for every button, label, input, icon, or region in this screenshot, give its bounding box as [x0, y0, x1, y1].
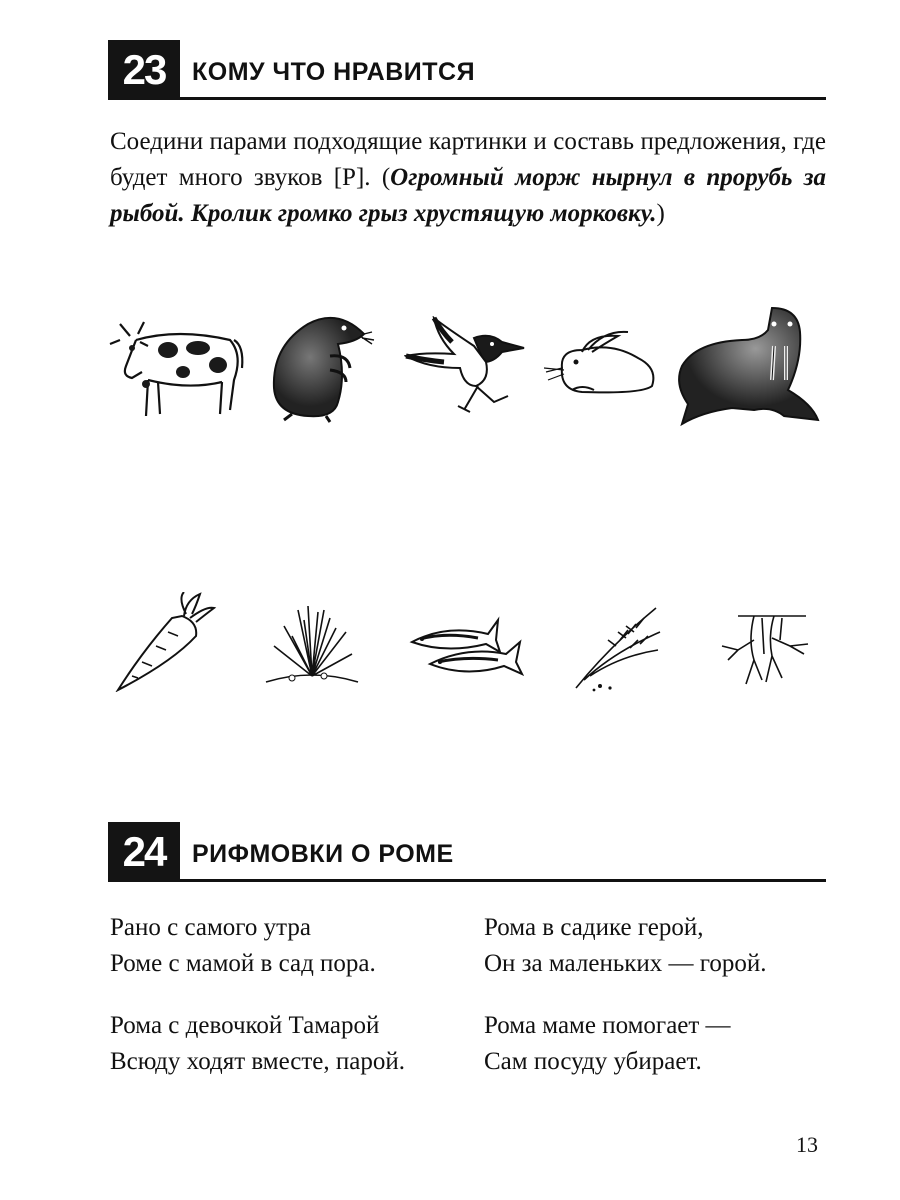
task-number-badge: 23: [108, 40, 180, 100]
poem-stanza: [484, 910, 767, 982]
poem-line: Рома маме помогает —: [484, 1012, 731, 1039]
cow-picture: [108, 310, 248, 425]
poem-line: Всюду ходят вместе, парой.: [110, 1048, 406, 1075]
section-title: РИФМОВКИ О РОМЕ: [192, 840, 454, 868]
poem-stanza: [484, 1008, 731, 1080]
rabbit-picture: [542, 328, 660, 398]
task-number-badge: 24: [108, 822, 180, 882]
poem-line: Он за маленьких — горой.: [484, 950, 767, 977]
wheat-picture: [570, 606, 662, 692]
poem-line: Рома в садике герой,: [484, 914, 704, 941]
walrus-picture: [672, 300, 820, 428]
fish-picture: [406, 612, 524, 684]
instruction-text: Соедини парами подходящие картинки и составь предложения, где будет много звуков [Р]. (: [110, 128, 826, 191]
header-rule: [180, 879, 826, 882]
section-23-header: [108, 40, 826, 100]
page-number: 13: [796, 1132, 818, 1157]
poem-line: Рано с самого утра: [110, 914, 312, 941]
magpie-picture: [404, 316, 529, 416]
carrot-picture: [112, 592, 217, 692]
section-24-header: [108, 822, 826, 882]
poem-line: Сам посуду убирает.: [484, 1048, 702, 1075]
grass-picture: [262, 606, 362, 688]
poem-line: Рома с девочкой Тамарой: [110, 1012, 380, 1039]
poem-stanza: [110, 910, 376, 982]
mole-picture: [268, 306, 378, 424]
section-title: КОМУ ЧТО НРАВИТСЯ: [192, 58, 476, 86]
roots-picture: [718, 610, 810, 690]
instruction-close: ): [656, 200, 665, 227]
task-instructions: [110, 124, 826, 232]
poem-stanza: [110, 1008, 405, 1080]
header-rule: [180, 97, 826, 100]
poem-line: Роме с мамой в сад пора.: [110, 950, 376, 977]
example-sentences: Огромный морж нырнул в прорубь за рыбой. Кролик громко грыз хрустящую морковку.: [110, 164, 826, 227]
